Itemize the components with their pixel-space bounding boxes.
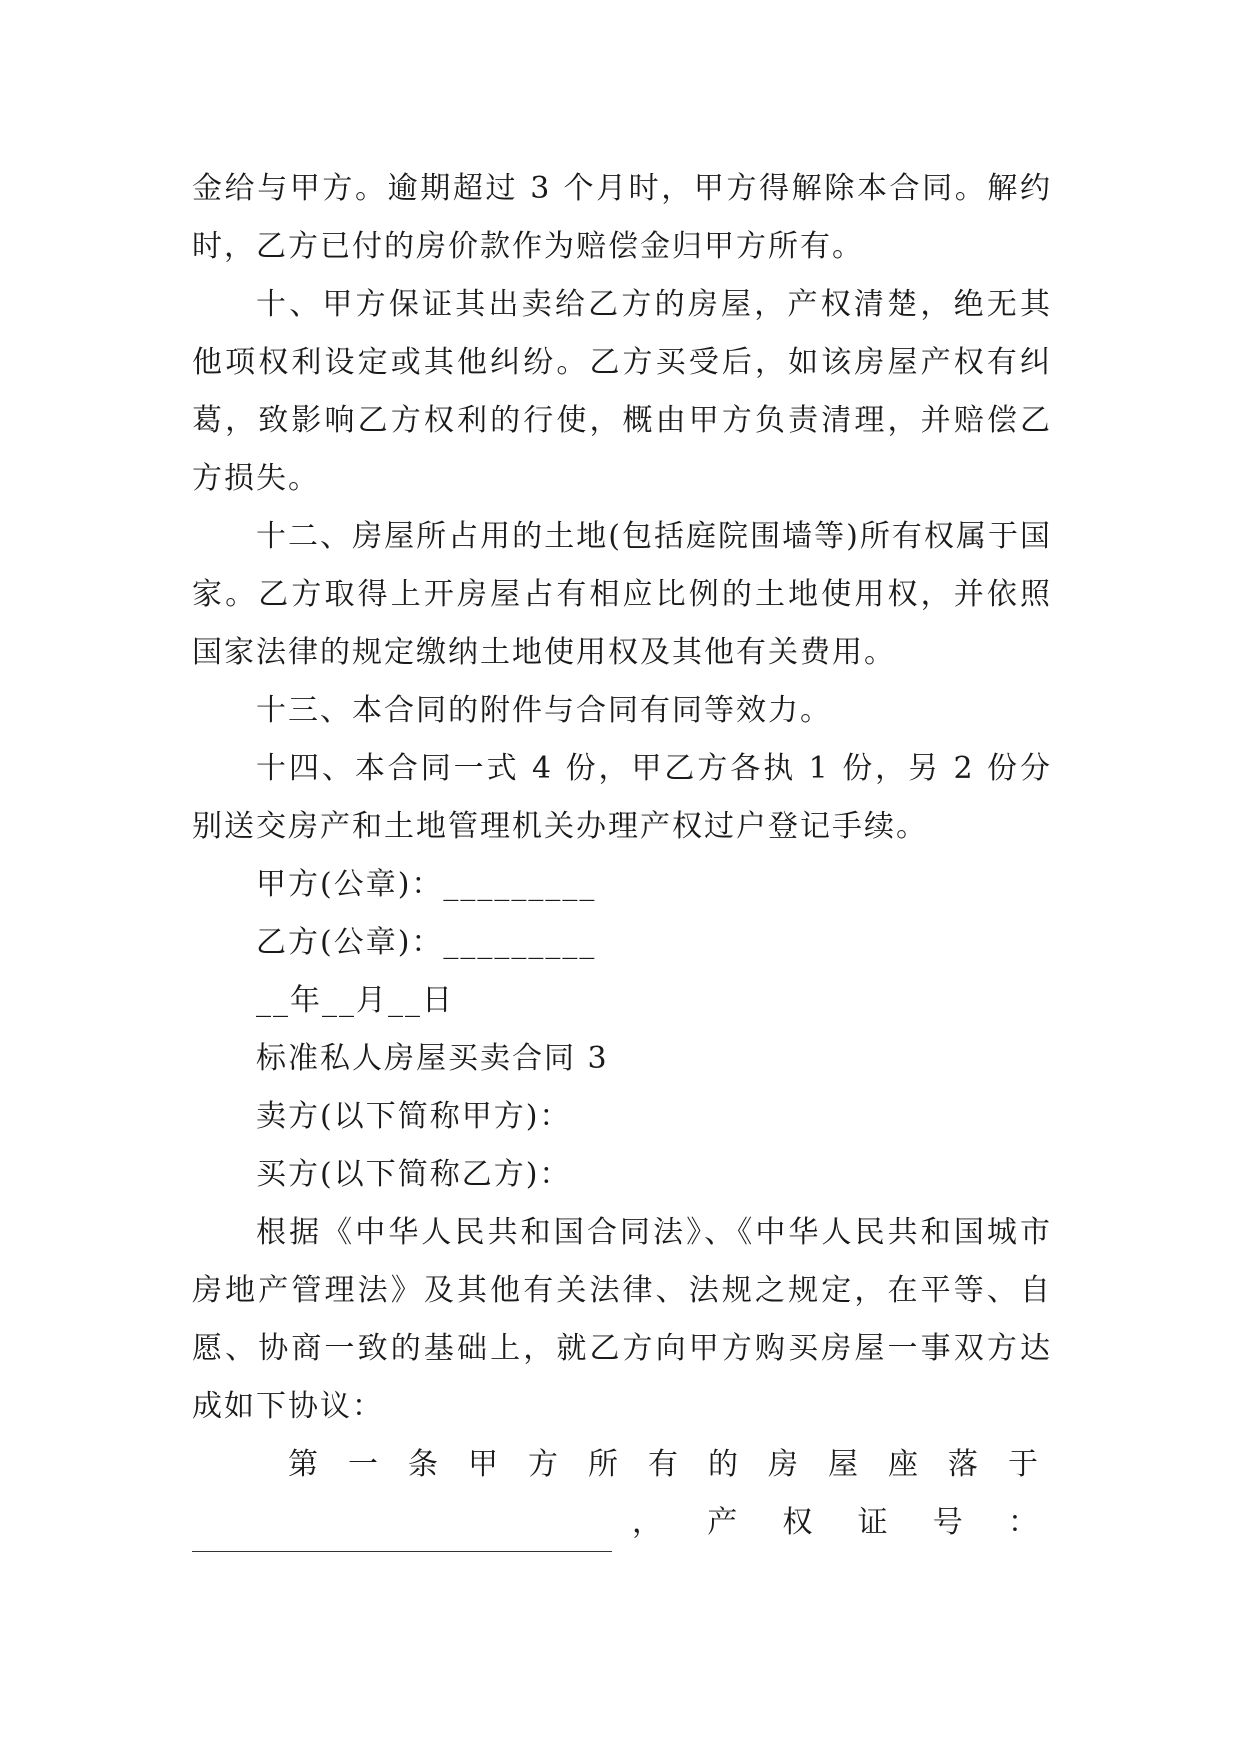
article-1-line-1: 第一条甲方所有的房屋座落于 <box>288 1447 1052 1482</box>
location-blank <box>192 1521 612 1552</box>
signature-date: __年__月__日 <box>256 983 454 1018</box>
article-1-line-2 <box>192 1494 1052 1552</box>
document-body <box>192 160 1052 1552</box>
paragraph-clause-14: 十四、本合同一式 4 份，甲乙方各执 1 份，另 2 份分别送交房产和土地管理机关办理产权过户登记手续。 <box>192 751 1052 844</box>
seller-line: 卖方(以下简称甲方)： <box>256 1099 572 1134</box>
certificate-number-label: ，产权证号： <box>632 1505 1052 1540</box>
paragraph-clause-13: 十三、本合同的附件与合同有同等效力。 <box>256 693 832 728</box>
paragraph-clause-12: 十二、房屋所占用的土地(包括庭院围墙等)所有权属于国家。乙方取得上开房屋占有相应比例的土地使用权，并依照国家法律的规定缴纳土地使用权及其他有关费用。 <box>192 519 1052 670</box>
signature-party-b: 乙方(公章)：_________ <box>256 925 597 960</box>
preamble-paragraph: 根据《中华人民共和国合同法》、《中华人民共和国城市房地产管理法》及其他有关法律、法规之规定，在平等、自愿、协商一致的基础上，就乙方向甲方购买房屋一事双方达成如下协议： <box>192 1215 1052 1424</box>
paragraph-clause-10: 十、甲方保证其出卖给乙方的房屋，产权清楚，绝无其他项权利设定或其他纠纷。乙方买受后，如该房屋产权有纠葛，致影响乙方权利的行使，概由甲方负责清理，并赔偿乙方损失。 <box>192 287 1052 496</box>
signature-party-a: 甲方(公章)：_________ <box>256 867 597 902</box>
paragraph-breach-clause: 金给与甲方。逾期超过 3 个月时，甲方得解除本合同。解约时，乙方已付的房价款作为赔偿金归甲方所有。 <box>192 171 1052 264</box>
contract-title: 标准私人房屋买卖合同 3 <box>256 1041 609 1076</box>
buyer-line: 买方(以下简称乙方)： <box>256 1157 572 1192</box>
